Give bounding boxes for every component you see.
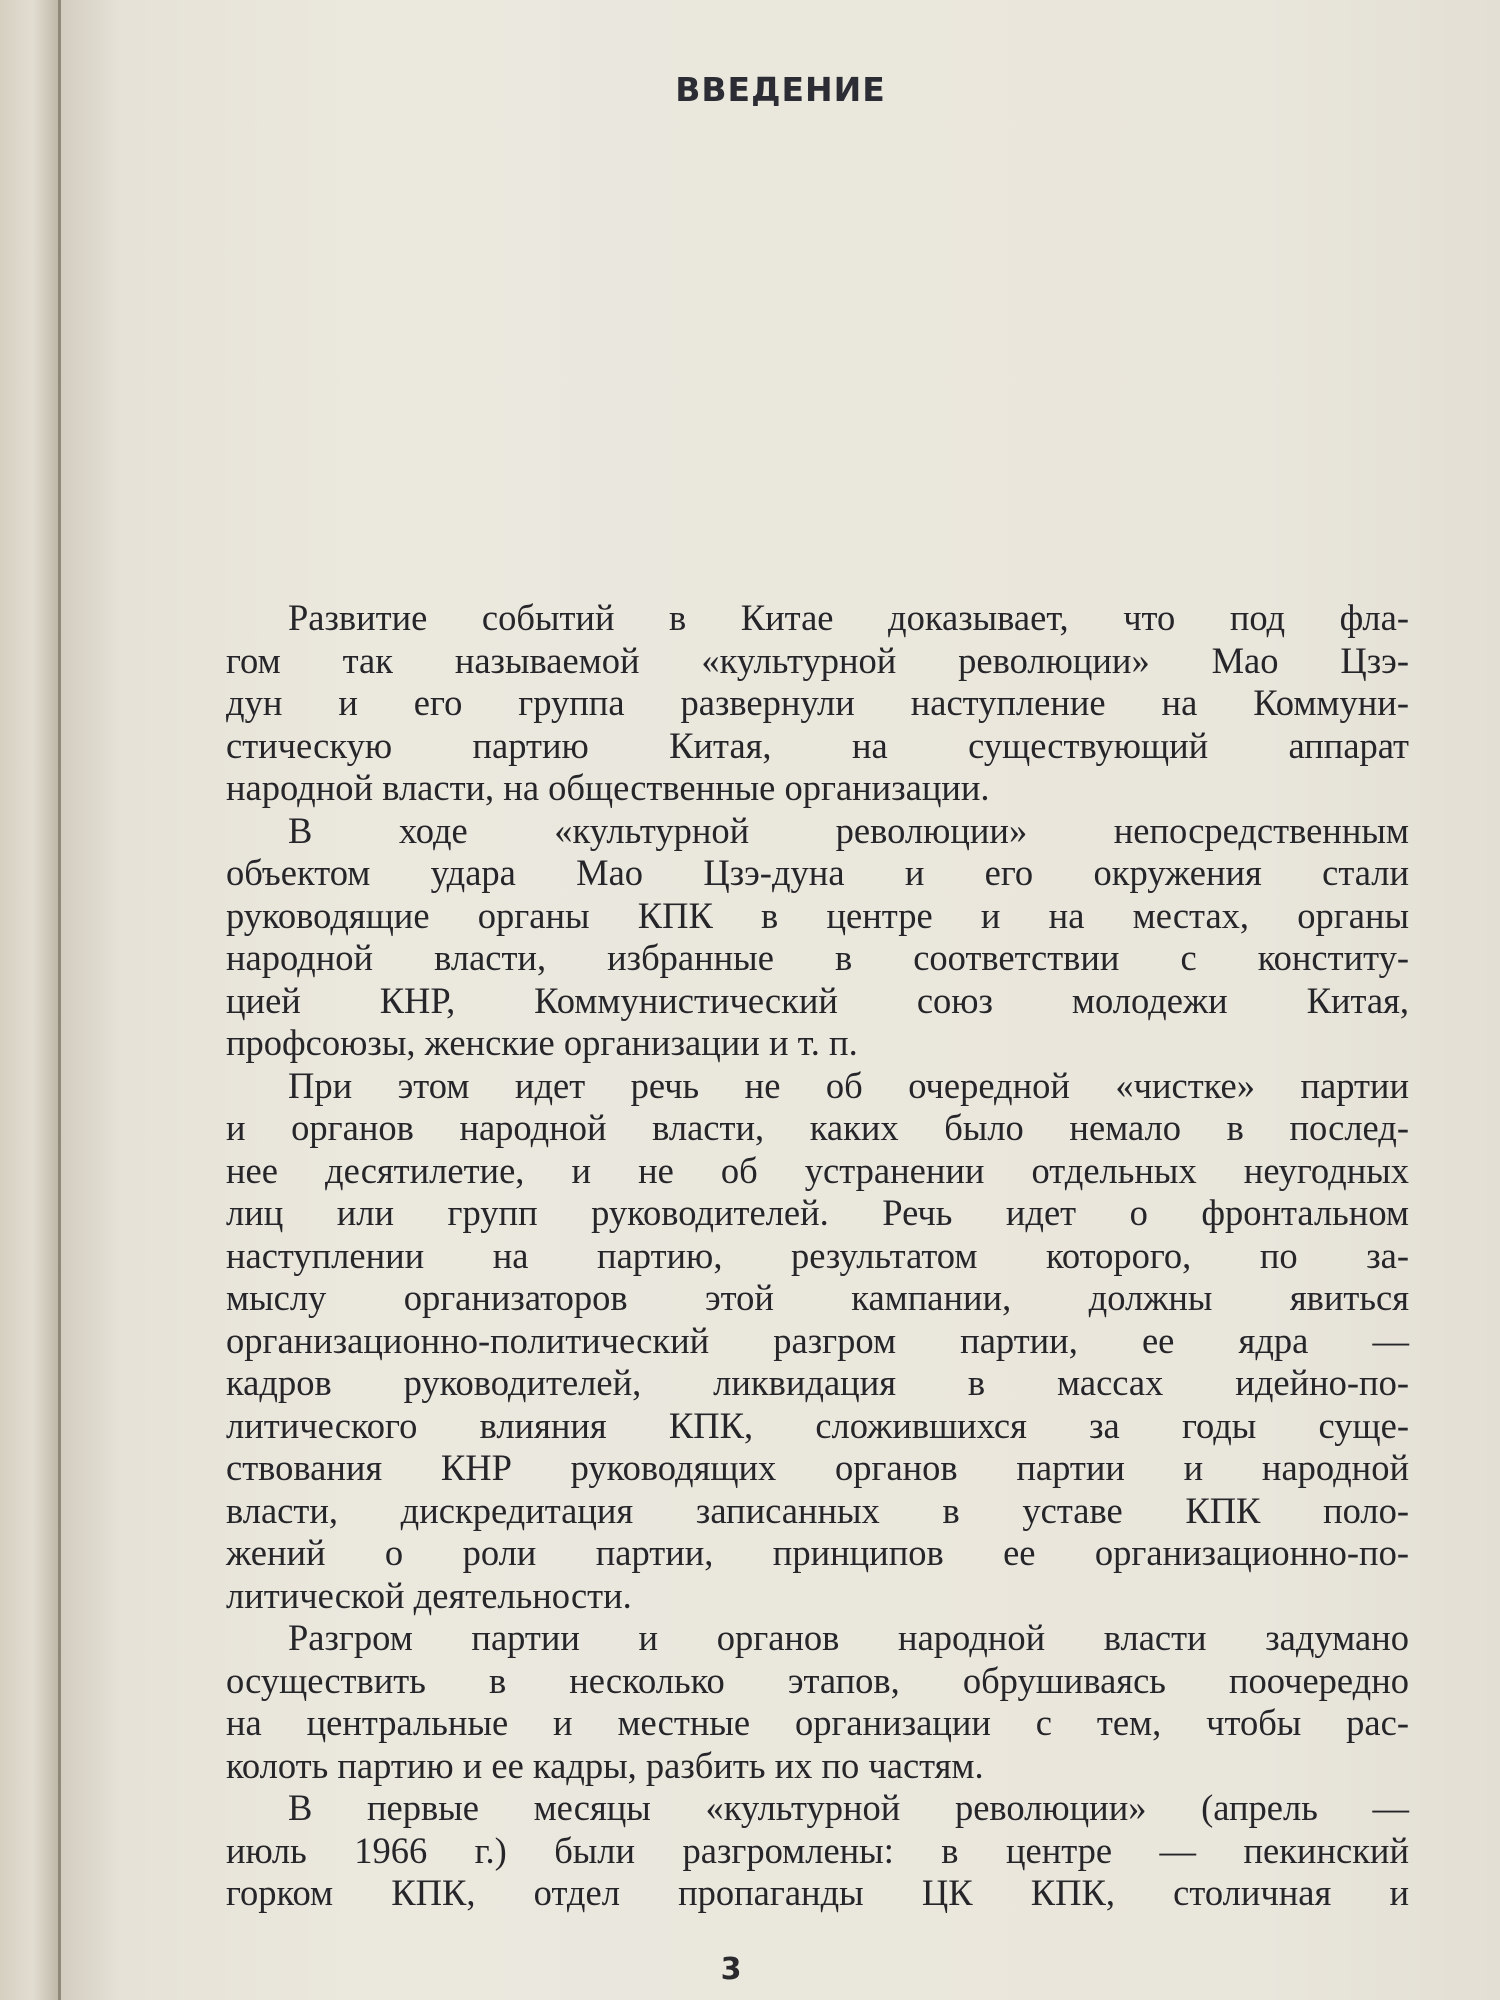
book-page — [61, 0, 1500, 2000]
text-line: цией КНР, Коммунистический союз молодежи Китая, — [226, 979, 1409, 1021]
text-line: власти, дискредитация записанных в уставе КПК поло- — [226, 1489, 1409, 1531]
text-line: мыслу организаторов этой кампании, должны явиться — [226, 1277, 1409, 1318]
text-line: нее десятилетие, и не об устранении отдельных неугодных — [226, 1149, 1409, 1191]
text-line: и органов народной власти, каких было немало в послед- — [226, 1107, 1409, 1148]
text-line: стическую партию Китая, на существующий аппарат — [226, 724, 1409, 766]
text-line: на центральные и местные организации с тем, чтобы рас- — [226, 1702, 1409, 1743]
text-line: народной власти, избранные в соответствии с конститу- — [226, 937, 1409, 978]
text-line: В первые месяцы «культурной революции» (апрель — — [288, 1787, 1409, 1828]
text-line: литического влияния КПК, сложившихся за годы суще- — [226, 1404, 1409, 1446]
text-line: руководящие органы КПК в центре и на местах, органы — [226, 894, 1409, 936]
text-line: При этом идет речь не об очередной «чистке» партии — [288, 1064, 1409, 1106]
text-line: наступлении на партию, результатом которого, по за- — [226, 1234, 1409, 1276]
text-line: горком КПК, отдел пропаганды ЦК КПК, столичная и — [226, 1872, 1409, 1913]
previous-page-edge — [0, 0, 60, 2000]
text-line: В ходе «культурной революции» непосредственным — [288, 809, 1409, 851]
text-line: народной власти, на общественные организации. — [226, 767, 990, 808]
page-number: 3 — [720, 1952, 742, 1987]
text-line: кадров руководителей, ликвидация в массах идейно-по- — [226, 1362, 1409, 1403]
text-line: Разгром партии и органов народной власти задумано — [288, 1617, 1409, 1658]
text-line: осуществить в несколько этапов, обрушиваясь поочередно — [226, 1659, 1409, 1701]
body-text — [226, 597, 1409, 1915]
text-line: колоть партию и ее кадры, разбить их по частям. — [226, 1744, 984, 1786]
text-line: Развитие событий в Китае доказывает, что под фла- — [288, 597, 1409, 638]
text-line: организационно-политический разгром партии, ее ядра — — [226, 1319, 1409, 1361]
text-line: июль 1966 г.) были разгромлены: в центре — пекинский — [226, 1829, 1409, 1871]
text-line: дун и его группа развернули наступление на Коммуни- — [226, 682, 1409, 723]
text-line: объектом удара Мао Цзэ-дуна и его окружения стали — [226, 852, 1409, 893]
page-heading: ВВЕДЕНИЕ — [675, 70, 886, 109]
text-line: жений о роли партии, принципов ее организационно-по- — [226, 1532, 1409, 1573]
text-line: ствования КНР руководящих органов партии и народной — [226, 1447, 1409, 1488]
text-line: лиц или групп руководителей. Речь идет о фронтальном — [226, 1192, 1409, 1233]
text-line: профсоюзы, женские организации и т. п. — [226, 1022, 858, 1063]
text-line: литической деятельности. — [226, 1574, 632, 1616]
text-line: гом так называемой «культурной революции» Мао Цзэ- — [226, 639, 1409, 681]
